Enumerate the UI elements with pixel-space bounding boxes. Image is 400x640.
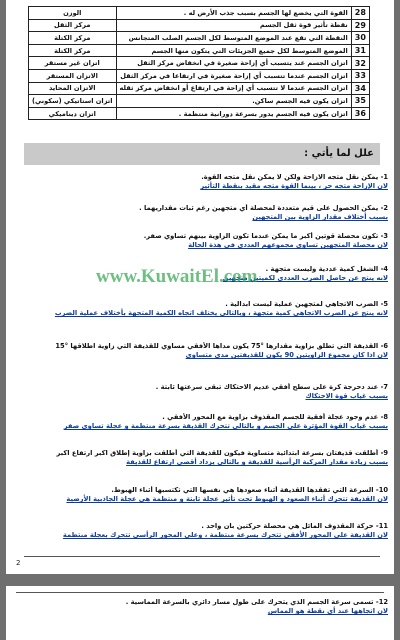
question-item xyxy=(18,342,388,361)
answer-text: لان محصلة المتجهين تساوي مجموعهم العددي في هذة الحالة xyxy=(188,241,388,250)
answer-text: بسبب غياب قوة الاحتكاك xyxy=(305,392,388,401)
watermark: www.KuwaitEl.com xyxy=(96,266,258,287)
document-page xyxy=(6,0,394,574)
row-number: 31 xyxy=(351,44,369,57)
page-number: 2 xyxy=(16,559,21,567)
answer-text: لان القذيفة على المحور الأفقي تتحرك بسرعة منتظمة ، وعلى المحور الرأسي تتحرك بعجلة منتظمة xyxy=(62,531,388,540)
question-text xyxy=(18,300,388,309)
question-body: أطلقت قذيفتان بسرعة ابتدائية متساوية فيكون للقذيفة التي أطلقت بزاوية إطلاق اكبر ارتفاع اكبر xyxy=(56,449,379,457)
question-item xyxy=(18,413,388,432)
question-body: تكون محصلة قوتين أكبر ما يمكن عندما تكون الزاوية بينهم تساوي صفر. xyxy=(143,232,379,240)
question-body: القذيفة التي تطلق بزاوية مقدارها °75 يكون مداها الأفقي مساوي للقذيفة التي زاوية اطلاقها °15 xyxy=(55,342,379,350)
row-number: 28 xyxy=(351,7,369,20)
footer-divider xyxy=(24,556,380,557)
question-text xyxy=(18,413,388,422)
row-term: اتزان استاتيكي (سكوني) xyxy=(29,95,117,108)
header-divider xyxy=(16,592,384,593)
question-number: 12- xyxy=(375,598,388,606)
row-definition: اتزان الجسم عند يتسبب أي إزاحة صغيرة في انخفاض مركز الثقل xyxy=(116,57,351,70)
question-text xyxy=(18,598,388,607)
question-number: 3- xyxy=(380,232,388,240)
question-body: عدم وجود عجلة أفقية للجسم المقذوف بزاوية مع المحور الأفقي . xyxy=(162,413,379,421)
question-text xyxy=(18,342,388,351)
question-number: 8- xyxy=(380,413,388,421)
question-number: 6- xyxy=(380,342,388,350)
section-title: علل لما يأتي : xyxy=(24,143,380,165)
question-number: 1- xyxy=(380,173,388,181)
question-text xyxy=(18,173,388,182)
row-term: الاتزان المحايد xyxy=(29,82,117,95)
row-term: الوزن xyxy=(29,7,117,20)
row-definition: اتزان الجسم عندما لا تتسبب أي إزاحة في ارتفاع أو انخفاض مركز ثقله xyxy=(116,82,351,95)
row-definition: اتزان يكون فيه الجسم يدور بسرعة دورانية منتظمة . xyxy=(116,107,351,120)
row-number: 32 xyxy=(351,57,369,70)
row-number: 30 xyxy=(351,32,369,45)
question-item xyxy=(18,449,388,468)
definition-row xyxy=(29,32,370,45)
answer-text: بسبب أختلاف مقدار الزاوية بين المتجهين xyxy=(252,213,388,222)
question-item xyxy=(18,204,388,223)
definition-row xyxy=(29,107,370,120)
answer-text: لان الإزاحة متجه حر ، بينما القوة متجه مقيد بنقطة التأثير xyxy=(200,182,388,191)
answer-text: لان اذا كان مجموع الزاويتين 90 يكون للقذيفتين مدي متساوي xyxy=(185,351,388,360)
row-definition: اتزان الجسم عندما تتسبب أي إزاحة صغيرة في ارتفاعا في مركز الثقل xyxy=(116,69,351,82)
question-item xyxy=(18,300,388,319)
question-item xyxy=(18,486,388,505)
question-item xyxy=(18,173,388,192)
row-term: اتزان ديناميكي xyxy=(29,107,117,120)
row-term: الاتزان المستقر xyxy=(29,69,117,82)
question-number: 11- xyxy=(375,522,388,530)
question-body: تسمى سرعة الجسم الذي يتحرك على طول مسار دائري بالسرعة المماسية . xyxy=(125,598,374,606)
row-number: 34 xyxy=(351,82,369,95)
answer-text: بسبب زيادة مقدار المركبة الرأسية للقذيفة و بالتالي يزداد أقصى ارتفاع للقذيفة xyxy=(126,458,388,467)
answer-text: لانه ينتج عن الضرب الاتجاهي كمية متجهة ، وبالتالي يختلف اتجاه الكمية المتجهة بأختلاف عملية الضرب xyxy=(54,309,388,318)
row-term: اتزان غير مستقر xyxy=(29,57,117,70)
question-text xyxy=(18,232,388,241)
answer-text: لان اتجاهها عند أي نقطة هو المماس xyxy=(267,607,388,616)
question-body: الشغل كمية عددية وليست متجهة . xyxy=(265,265,379,273)
question-number: 9- xyxy=(380,449,388,457)
definition-row xyxy=(29,19,370,32)
question-text xyxy=(18,383,388,392)
row-term: مركز الكتلة xyxy=(29,44,117,57)
answer-text: بسبب غياب القوة المؤثرة على الجسم و بالتالي تتحرك القذيفة بسرعة منتظمة و عجلة تساوي صفر xyxy=(63,422,388,431)
question-body: يمكن الحصول على قيم متعددة لمحصلة أي متجهين رغم ثبات مقداريهما . xyxy=(139,204,379,212)
next-page xyxy=(6,586,394,640)
row-number: 29 xyxy=(351,19,369,32)
question-item xyxy=(18,522,388,541)
question-body: حركة المقذوف المائل هي محصلة حركتين بان واحد . xyxy=(201,522,374,530)
question-number: 2- xyxy=(380,204,388,212)
row-term: مركز الثقل xyxy=(29,19,117,32)
question-item xyxy=(18,232,388,251)
question-body: الضرب الاتجاهي لمتجهين عملية ليست ابدالية . xyxy=(225,300,379,308)
definition-row xyxy=(29,82,370,95)
question-number: 7- xyxy=(380,383,388,391)
row-definition: النقطة التي تقع عند الموضع المتوسط لكل الجسم الصلب المتجانس xyxy=(116,32,351,45)
question-body: يمكن نقل متجه الازاحة ولكن لا يمكن نقل متجه القوة. xyxy=(201,173,379,181)
row-number: 35 xyxy=(351,95,369,108)
definition-row xyxy=(29,44,370,57)
question-text xyxy=(18,486,388,495)
question-body: عند دحرجة كرة على سطح أفقي عديم الاحتكاك تبقى سرعتها ثابتة . xyxy=(155,383,379,391)
answer-text: لانه ينتج عن حاصل الضرب العددي لكميتين متجهين xyxy=(222,274,388,283)
row-definition: الموضع المتوسط لكل جميع الجزيئات التي يتكون منها الجسم xyxy=(116,44,351,57)
definition-row xyxy=(29,57,370,70)
answer-text: لان القذيفة تتحرك أثناء الصعود و الهبوط تحت تأثير عجلة ثابتة و منتظمة هي عجلة الجاذبية الأرضية xyxy=(66,495,388,504)
question-number: 4- xyxy=(380,265,388,273)
question-number: 10- xyxy=(375,486,388,494)
row-number: 33 xyxy=(351,69,369,82)
row-number: 36 xyxy=(351,107,369,120)
question-text xyxy=(18,522,388,531)
row-term: مركز الكتلة xyxy=(29,32,117,45)
question-item xyxy=(18,598,388,617)
question-text xyxy=(18,204,388,213)
row-definition: القوة التي يخضع لها الجسم بسبب جذب الأرض له . xyxy=(116,7,351,20)
row-definition: اتزان يكون فيه الجسم ساكن. xyxy=(116,95,351,108)
question-item xyxy=(18,383,388,402)
question-number: 5- xyxy=(380,300,388,308)
question-body: السرعة التي تفقدها القذيفة أثناء صعودها هي نفسها التي تكتسبها أثناء الهبوط. xyxy=(111,486,374,494)
row-definition: نقطة تأثير قوة ثقل الجسم xyxy=(116,19,351,32)
definition-row xyxy=(29,95,370,108)
question-text xyxy=(18,449,388,458)
definitions-table xyxy=(28,6,370,120)
definition-row xyxy=(29,7,370,20)
definition-row xyxy=(29,69,370,82)
